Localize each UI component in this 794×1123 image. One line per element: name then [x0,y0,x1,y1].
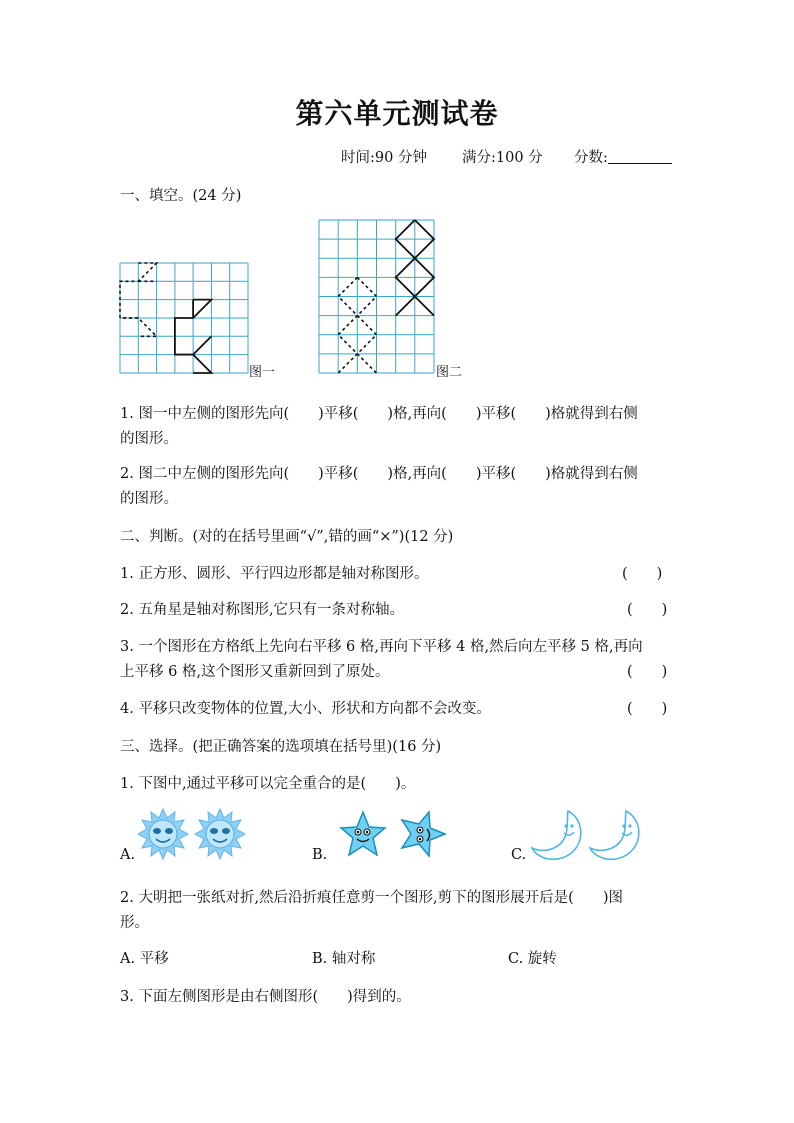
star-icon [398,810,448,858]
s3-q2-option-b[interactable]: B. 轴对称 [312,951,376,967]
s3-q3: 3. 下面左侧图形是由右侧图形( )得到的。 [120,989,411,1005]
full-score-info: 满分:100 分 [462,150,543,166]
s2-q4-answer[interactable]: ( ) [627,701,668,717]
star-icon [338,810,388,858]
s1-q2-line1: 2. 图二中左侧的图形先向( )平移( )格,再向( )平移( )格就得到右侧 [120,466,638,482]
s3-q2-line2: 形。 [120,915,149,931]
s3-q2-line1: 2. 大明把一张纸对折,然后沿折痕任意剪一个图形,剪下的图形展开后是( )图 [120,890,623,906]
score-label: 分数: [574,150,608,166]
s1-q2-line2: 的图形。 [120,491,178,507]
score-blank[interactable] [608,149,672,164]
s3-q2-option-c[interactable]: C. 旋转 [508,951,557,967]
score-field[interactable] [574,146,672,167]
sun-icon [194,808,246,860]
s2-q4: 4. 平移只改变物体的位置,大小、形状和方向都不会改变。 [120,701,492,717]
s2-q1-answer[interactable]: ( ) [622,566,663,582]
figure-one-grid [120,263,250,375]
s2-q2: 2. 五角星是轴对称图形,它只有一条对称轴。 [120,602,405,618]
moon-icon [530,808,586,862]
figure-two-label: 图二 [436,365,463,380]
s2-q3-line1: 3. 一个图形在方格纸上先向右平移 6 格,再向下平移 4 格,然后向左平移 5 格,再向 [120,639,643,655]
section3-heading: 三、选择。(把正确答案的选项填在括号里)(16 分) [120,739,442,755]
s3-q2-option-a[interactable]: A. 平移 [120,951,169,967]
option-a-label: A. [120,847,136,863]
option-c-label: C. [511,847,527,863]
s2-q2-answer[interactable]: ( ) [627,602,668,618]
section2-heading: 二、判断。(对的在括号里画“√”,错的画“×”)(12 分) [120,529,454,545]
time-info: 时间:90 分钟 [341,150,427,166]
sun-icon [137,808,189,860]
moon-icon [588,808,644,862]
s1-q1-line1: 1. 图一中左侧的图形先向( )平移( )格,再向( )平移( )格就得到右侧 [120,406,638,422]
figure-one-label: 图一 [249,365,276,380]
s1-q1-line2: 的图形。 [120,431,178,447]
s2-q3-line2: 上平移 6 格,这个图形又重新回到了原处。 [120,664,390,680]
section1-heading: 一、填空。(24 分) [120,188,242,204]
s2-q3-answer[interactable]: ( ) [627,664,668,680]
page-title: 第六单元测试卷 [295,97,499,130]
figure-two-grid [319,220,436,376]
s3-q1: 1. 下图中,通过平移可以完全重合的是( )。 [120,776,416,792]
option-b-label: B. [312,847,328,863]
s2-q1: 1. 正方形、圆形、平行四边形都是轴对称图形。 [120,566,429,582]
